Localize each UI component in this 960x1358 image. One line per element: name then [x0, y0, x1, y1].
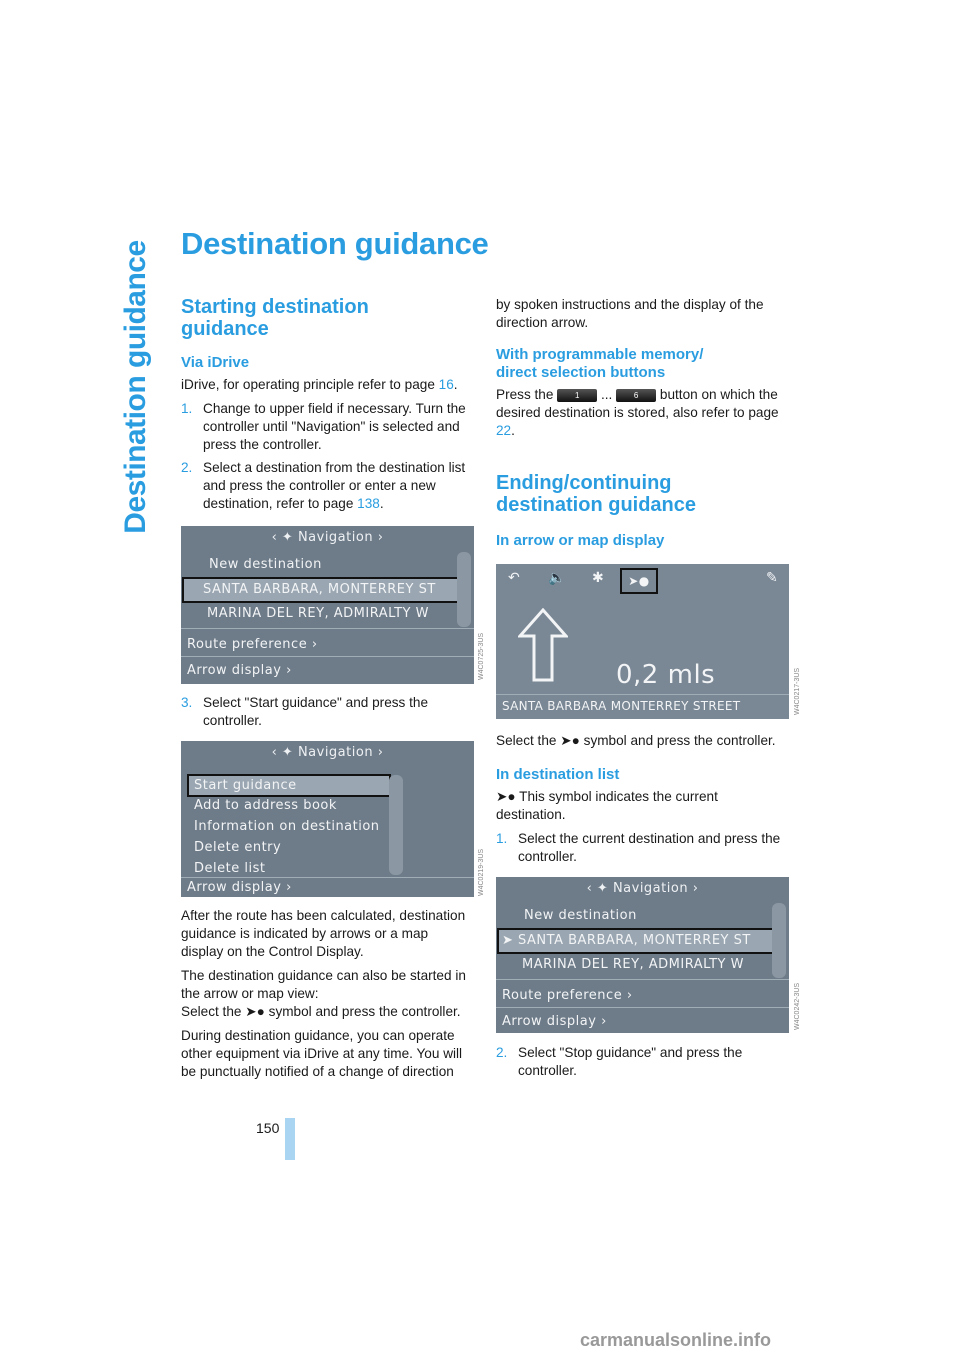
- menu-item-destination-1[interactable]: SANTA BARBARA, MONTERREY ST: [203, 582, 436, 597]
- memory-button-6-icon: 6: [616, 389, 656, 402]
- step-text: Select "Start guidance" and press the controller.: [203, 695, 429, 728]
- screen-header-label: Navigation: [297, 745, 374, 760]
- navigation-screen-2: [181, 741, 474, 897]
- step-text: Select the current destination and press the controller.: [518, 831, 781, 864]
- menu-item-destination-2[interactable]: MARINA DEL REY, ADMIRALTY W: [207, 606, 429, 621]
- step-number: 2.: [496, 1045, 508, 1060]
- menu-item-delete-list[interactable]: Delete list: [194, 861, 266, 876]
- menu-item-new-destination[interactable]: New destination: [209, 557, 322, 572]
- menu-item-arrow-display[interactable]: Arrow display ›: [187, 663, 292, 678]
- heading-arrow-map: In arrow or map display: [496, 532, 665, 549]
- heading-via-idrive: Via iDrive: [181, 354, 250, 371]
- screen-header: ‹ ✦ Navigation ›: [271, 530, 384, 545]
- page-marker-bar: [285, 1118, 295, 1160]
- right-column-middle: [496, 732, 789, 871]
- arrow-symbol-icon: ➤●: [560, 733, 580, 748]
- screen-header: ‹ ✦ Navigation ›: [271, 745, 384, 760]
- menu-item-label: Arrow display: [187, 663, 282, 678]
- left-column: [181, 296, 474, 518]
- heading-starting-guidance: Starting destination guidance: [181, 296, 369, 340]
- screen-header-label: Navigation: [612, 881, 689, 896]
- back-icon[interactable]: ↶: [508, 570, 521, 586]
- step-number: 3.: [181, 695, 193, 710]
- paragraph-text: symbol and press the controller.: [583, 733, 776, 748]
- menu-item-add-to-address-book[interactable]: Add to address book: [194, 798, 337, 813]
- menu-item-destination-1[interactable]: [502, 933, 751, 948]
- heading-ending-guidance: Ending/continuing destination guidance: [496, 472, 697, 516]
- arrow-symbol-icon: ➤●: [496, 789, 516, 804]
- step-text: Select "Stop guidance" and press the controller.: [518, 1045, 743, 1078]
- image-code: W4C0219-3US: [478, 848, 485, 896]
- paragraph-text: Select the: [496, 733, 557, 748]
- menu-item-label: Route preference: [502, 988, 623, 1003]
- step-1: [496, 830, 789, 866]
- paragraph-symbol-meaning: [496, 788, 789, 824]
- step-text: Select a destination from the destination list and press the controller or enter a new destination, refer to page: [203, 460, 466, 511]
- menu-item-label: SANTA BARBARA, MONTERREY ST: [518, 933, 751, 948]
- step-number: 1.: [496, 831, 508, 846]
- page-link-138[interactable]: 138: [357, 496, 380, 511]
- menu-item-start-guidance[interactable]: Start guidance: [194, 778, 297, 793]
- step-3: [181, 694, 474, 730]
- speaker-icon[interactable]: 🔈: [548, 570, 566, 586]
- distance-readout: 0,2 mls: [616, 660, 716, 690]
- divider: [496, 694, 789, 695]
- left-column-step3: [181, 694, 474, 735]
- step-1: [181, 400, 474, 454]
- divider: [496, 979, 789, 980]
- menu-item-route-preference[interactable]: Route preference ›: [187, 637, 318, 652]
- step-number: 2.: [181, 460, 193, 475]
- paragraph-text: symbol and press the controller.: [268, 1004, 461, 1019]
- scrollbar[interactable]: [457, 552, 471, 627]
- scrollbar[interactable]: [389, 775, 403, 875]
- navigation-screen-1: [181, 526, 474, 684]
- paragraph-text: Press the: [496, 387, 554, 402]
- side-section-title: [116, 232, 156, 542]
- menu-item-delete-entry[interactable]: Delete entry: [194, 840, 282, 855]
- paragraph-idrive-text: iDrive, for operating principle refer to page: [181, 377, 439, 392]
- image-code: W4C0217-3US: [794, 667, 801, 715]
- divider: [496, 1007, 789, 1008]
- menu-item-arrow-display[interactable]: Arrow display ›: [187, 880, 292, 895]
- image-code: W4C0725-3US: [478, 632, 485, 680]
- divider: [181, 877, 474, 878]
- paragraph-during-guidance: During destination guidance, you can operate other equipment via iDrive at any time. You will be punctually notified of a change of direction: [181, 1028, 463, 1079]
- scrollbar[interactable]: [772, 903, 786, 978]
- arrow-symbol-icon[interactable]: ➤●: [620, 568, 658, 594]
- right-column: [496, 296, 789, 550]
- menu-item-label: Arrow display: [187, 880, 282, 895]
- heading-destination-list: In destination list: [496, 766, 620, 783]
- arrow-symbol-icon: ➤●: [245, 1004, 265, 1019]
- traffic-icon[interactable]: ✱: [592, 570, 605, 586]
- paragraph-select-symbol: [496, 732, 789, 750]
- paragraph-text: ...: [600, 387, 613, 402]
- step-2: 2. Select a destination from the destination list and press the controller or enter a new destination, refer to page 138.: [181, 460, 466, 511]
- menu-item-information[interactable]: Information on destination: [194, 819, 380, 834]
- paragraph-text: This symbol indicates the current destination.: [496, 789, 718, 822]
- footer-watermark: carmanualsonline.info: [580, 1330, 772, 1350]
- step-2: [496, 1044, 789, 1080]
- arrow-symbol-icon: ➤: [502, 933, 514, 948]
- paragraph-text: Select the: [181, 1004, 242, 1019]
- divider: [181, 656, 474, 657]
- direction-arrow-icon: [518, 608, 568, 682]
- divider: [181, 628, 474, 629]
- screen-header-label: Navigation: [297, 530, 374, 545]
- navigation-screen-3: [496, 877, 789, 1033]
- page-number: 150: [256, 1120, 280, 1136]
- side-section-title-text: Destination guidance: [119, 240, 152, 534]
- left-column-bottom: [181, 907, 474, 1087]
- menu-item-label: Route preference: [187, 637, 308, 652]
- arrow-display-screen: [496, 564, 789, 719]
- page-link-22[interactable]: 22: [496, 423, 512, 438]
- paragraph-continued: by spoken instructions and the display of the direction arrow.: [496, 297, 764, 330]
- screen-header: ‹ ✦ Navigation ›: [586, 881, 699, 896]
- heading-memory-buttons: With programmable memory/ direct selection buttons: [496, 346, 704, 381]
- paragraph-press-button: Press the 1 ... 6 button on which the desired destination is stored, also refer to page 22.: [496, 387, 779, 438]
- settings-icon[interactable]: ✎: [766, 570, 779, 586]
- step-text: Change to upper field if necessary. Turn the controller until "Navigation" is selected and press the controller.: [203, 401, 466, 452]
- paragraph-arrow-map: [181, 967, 474, 1021]
- menu-item-route-preference[interactable]: Route preference ›: [502, 988, 633, 1003]
- step-number: 1.: [181, 401, 193, 416]
- paragraph-text: button on which the desired destination is stored, also refer to page: [496, 387, 779, 420]
- menu-item-arrow-display[interactable]: Arrow display ›: [502, 1014, 607, 1029]
- menu-item-new-destination[interactable]: New destination: [524, 908, 637, 923]
- page-title: Destination guidance: [181, 226, 489, 261]
- menu-item-destination-2[interactable]: MARINA DEL REY, ADMIRALTY W: [522, 957, 744, 972]
- paragraph-idrive: iDrive, for operating principle refer to page 16.: [181, 377, 458, 392]
- paragraph-after-route: After the route has been calculated, destination guidance is indicated by arrows or a map display on the Control Display.: [181, 908, 466, 959]
- page-link-16[interactable]: 16: [438, 377, 454, 392]
- memory-button-1-icon: 1: [557, 389, 597, 402]
- right-column-bottom: [496, 1044, 789, 1085]
- street-name: SANTA BARBARA MONTERREY STREET: [502, 699, 741, 713]
- menu-item-label: Arrow display: [502, 1014, 597, 1029]
- image-code: W4C0242-3US: [794, 982, 801, 1030]
- paragraph-text: The destination guidance can also be started in the arrow or map view:: [181, 968, 466, 1001]
